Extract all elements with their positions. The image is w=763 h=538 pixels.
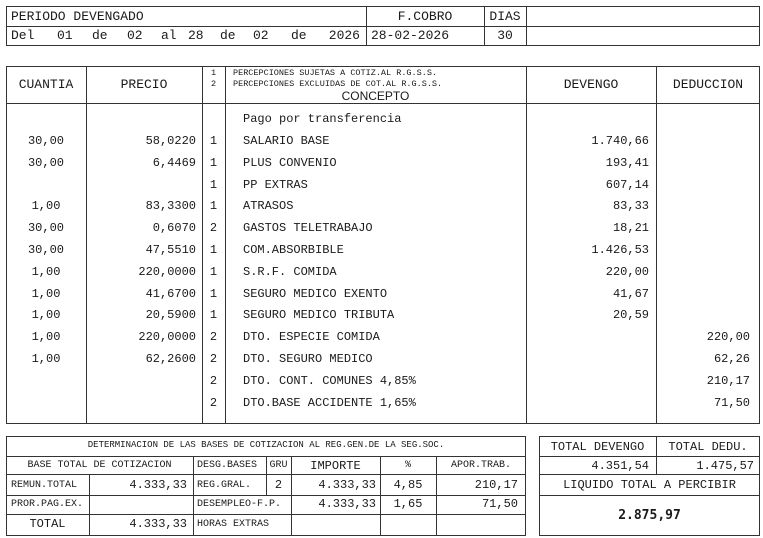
desg-bases-label: DESG.BASES <box>197 460 258 471</box>
line-devengo: 20,59 <box>612 308 649 322</box>
line-precio: 62,2600 <box>145 352 196 366</box>
line-tipo: 1 <box>209 134 218 148</box>
remun-total-label: REMUN.TOTAL <box>11 480 78 491</box>
de-label: de <box>291 28 307 43</box>
cobro-date: 28-02-2026 <box>371 28 450 43</box>
line-concepto: GASTOS TELETRABAJO <box>243 221 373 235</box>
desempleo-pct: 1,65 <box>393 497 423 511</box>
al-label: al <box>161 28 177 43</box>
line-devengo: 220,00 <box>605 265 649 279</box>
line-devengo: 18,21 <box>612 221 649 235</box>
line-concepto: PP EXTRAS <box>243 178 308 192</box>
line-precio: 41,6700 <box>145 287 196 301</box>
total-dedu-value: 1.475,57 <box>696 459 754 473</box>
line-tipo: 2 <box>209 374 218 388</box>
line-precio: 220,0000 <box>138 265 196 279</box>
line-devengo: 83,33 <box>612 199 649 213</box>
devengo-header: DEVENGO <box>563 77 619 92</box>
line-tipo: 1 <box>209 308 218 322</box>
del-label: Del <box>11 28 35 43</box>
importe-label: IMPORTE <box>310 459 361 473</box>
line-devengo: 193,41 <box>605 156 649 170</box>
reg-gral-pct: 4,85 <box>393 478 423 492</box>
to-day: 28 <box>188 28 204 43</box>
line-tipo: 1 <box>209 178 218 192</box>
line-cuantia: 1,00 <box>31 330 61 344</box>
legend-excluidas: PERCEPCIONES EXCLUIDAS DE COT.AL R.G.S.S. <box>233 79 443 89</box>
line-tipo: 2 <box>209 396 218 410</box>
line-devengo: 607,14 <box>605 178 649 192</box>
period-label: PERIODO DEVENGADO <box>11 9 144 24</box>
line-concepto: DTO. ESPECIE COMIDA <box>243 330 380 344</box>
line-cuantia: 1,00 <box>31 308 61 322</box>
legend-key-2: 2 <box>210 79 217 89</box>
line-deduccion: 71,50 <box>713 396 750 410</box>
line-concepto: DTO.BASE ACCIDENTE 1,65% <box>243 396 416 410</box>
legend-key-1: 1 <box>210 68 217 78</box>
line-concepto: DTO. CONT. COMUNES 4,85% <box>243 374 416 388</box>
desempleo-apor: 71,50 <box>481 497 518 511</box>
total-value: 4.333,33 <box>129 517 187 531</box>
line-devengo: 1.740,66 <box>591 134 649 148</box>
cuantia-header: CUANTIA <box>18 77 74 92</box>
line-tipo: 1 <box>209 156 218 170</box>
reg-gral-importe: 4.333,33 <box>318 478 376 492</box>
line-cuantia: 1,00 <box>31 287 61 301</box>
to-month: 02 <box>253 28 269 43</box>
reg-gral-apor: 210,17 <box>474 478 518 492</box>
line-tipo: 2 <box>209 352 218 366</box>
concepto-header: CONCEPTO <box>341 89 410 103</box>
precio-header: PRECIO <box>120 77 168 92</box>
line-cuantia: 30,00 <box>27 156 64 170</box>
line-tipo: 1 <box>209 287 218 301</box>
line-concepto: COM.ABSORBIBLE <box>243 243 344 257</box>
line-concepto: SEGURO MEDICO TRIBUTA <box>243 308 395 322</box>
line-tipo: 1 <box>209 243 218 257</box>
from-day: 01 <box>57 28 73 43</box>
line-cuantia: 1,00 <box>31 352 61 366</box>
line-cuantia: 1,00 <box>31 265 61 279</box>
line-precio: 20,5900 <box>145 308 196 322</box>
pror-pag-ex-label: PROR.PAG.EX. <box>11 499 84 510</box>
line-tipo: 2 <box>209 221 218 235</box>
dias-value: 30 <box>497 28 513 43</box>
deduccion-header: DEDUCCION <box>672 77 744 92</box>
liquido-label: LIQUIDO TOTAL A PERCIBIR <box>563 478 736 492</box>
line-tipo: 2 <box>209 330 218 344</box>
liquido-value: 2.875,97 <box>618 508 681 523</box>
total-label: TOTAL <box>29 517 66 531</box>
line-cuantia: 30,00 <box>27 134 64 148</box>
line-concepto: SEGURO MEDICO EXENTO <box>243 287 388 301</box>
desempleo-importe: 4.333,33 <box>318 497 376 511</box>
line-tipo: 1 <box>209 265 218 279</box>
line-precio: 220,0000 <box>138 330 196 344</box>
line-concepto: DTO. SEGURO MEDICO <box>243 352 373 366</box>
line-precio: 58,0220 <box>145 134 196 148</box>
from-month: 02 <box>127 28 143 43</box>
line-deduccion: 62,26 <box>713 352 750 366</box>
line-deduccion: 210,17 <box>706 374 750 388</box>
line-concepto: ATRASOS <box>243 199 294 213</box>
pct-label: % <box>404 460 411 471</box>
line-tipo: 1 <box>209 199 218 213</box>
bases-title: DETERMINACION DE LAS BASES DE COTIZACION AL REG.GEN.DE LA SEG.SOC. <box>87 440 445 450</box>
gru-label: GRU <box>269 460 288 471</box>
line-devengo: 41,67 <box>612 287 649 301</box>
remun-total-value: 4.333,33 <box>129 478 187 492</box>
reg-gral-gru: 2 <box>274 478 283 492</box>
reg-gral-label: REG.GRAL. <box>197 480 252 491</box>
de-label: de <box>220 28 236 43</box>
dias-label: DIAS <box>489 9 521 24</box>
total-devengo-label: TOTAL DEVENGO <box>550 440 645 454</box>
legend-sujetas: PERCEPCIONES SUJETAS A COTIZ.AL R.G.S.S. <box>233 68 438 78</box>
de-label: de <box>92 28 108 43</box>
line-deduccion: 220,00 <box>706 330 750 344</box>
line-devengo: 1.426,53 <box>591 243 649 257</box>
cobro-label: F.COBRO <box>397 9 453 24</box>
line-concepto: SALARIO BASE <box>243 134 330 148</box>
line-precio: 83,3300 <box>145 199 196 213</box>
total-dedu-label: TOTAL DEDU. <box>668 440 748 454</box>
period-year: 2026 <box>328 28 360 43</box>
line-precio: 0,6070 <box>152 221 196 235</box>
line-precio: 6,4469 <box>152 156 196 170</box>
line-cuantia: 30,00 <box>27 243 64 257</box>
apor-trab-label: APOR.TRAB. <box>450 460 511 471</box>
line-concepto: S.R.F. COMIDA <box>243 265 337 279</box>
desempleo-label: DESEMPLEO-F.P. <box>197 499 282 510</box>
horas-extras-label: HORAS EXTRAS <box>197 519 270 530</box>
line-cuantia: 30,00 <box>27 221 64 235</box>
line-precio: 47,5510 <box>145 243 196 257</box>
total-devengo-value: 4.351,54 <box>591 459 649 473</box>
line-cuantia: 1,00 <box>31 199 61 213</box>
payment-note: Pago por transferencia <box>243 112 402 126</box>
base-total-label: BASE TOTAL DE COTIZACION <box>27 460 172 471</box>
line-concepto: PLUS CONVENIO <box>243 156 337 170</box>
